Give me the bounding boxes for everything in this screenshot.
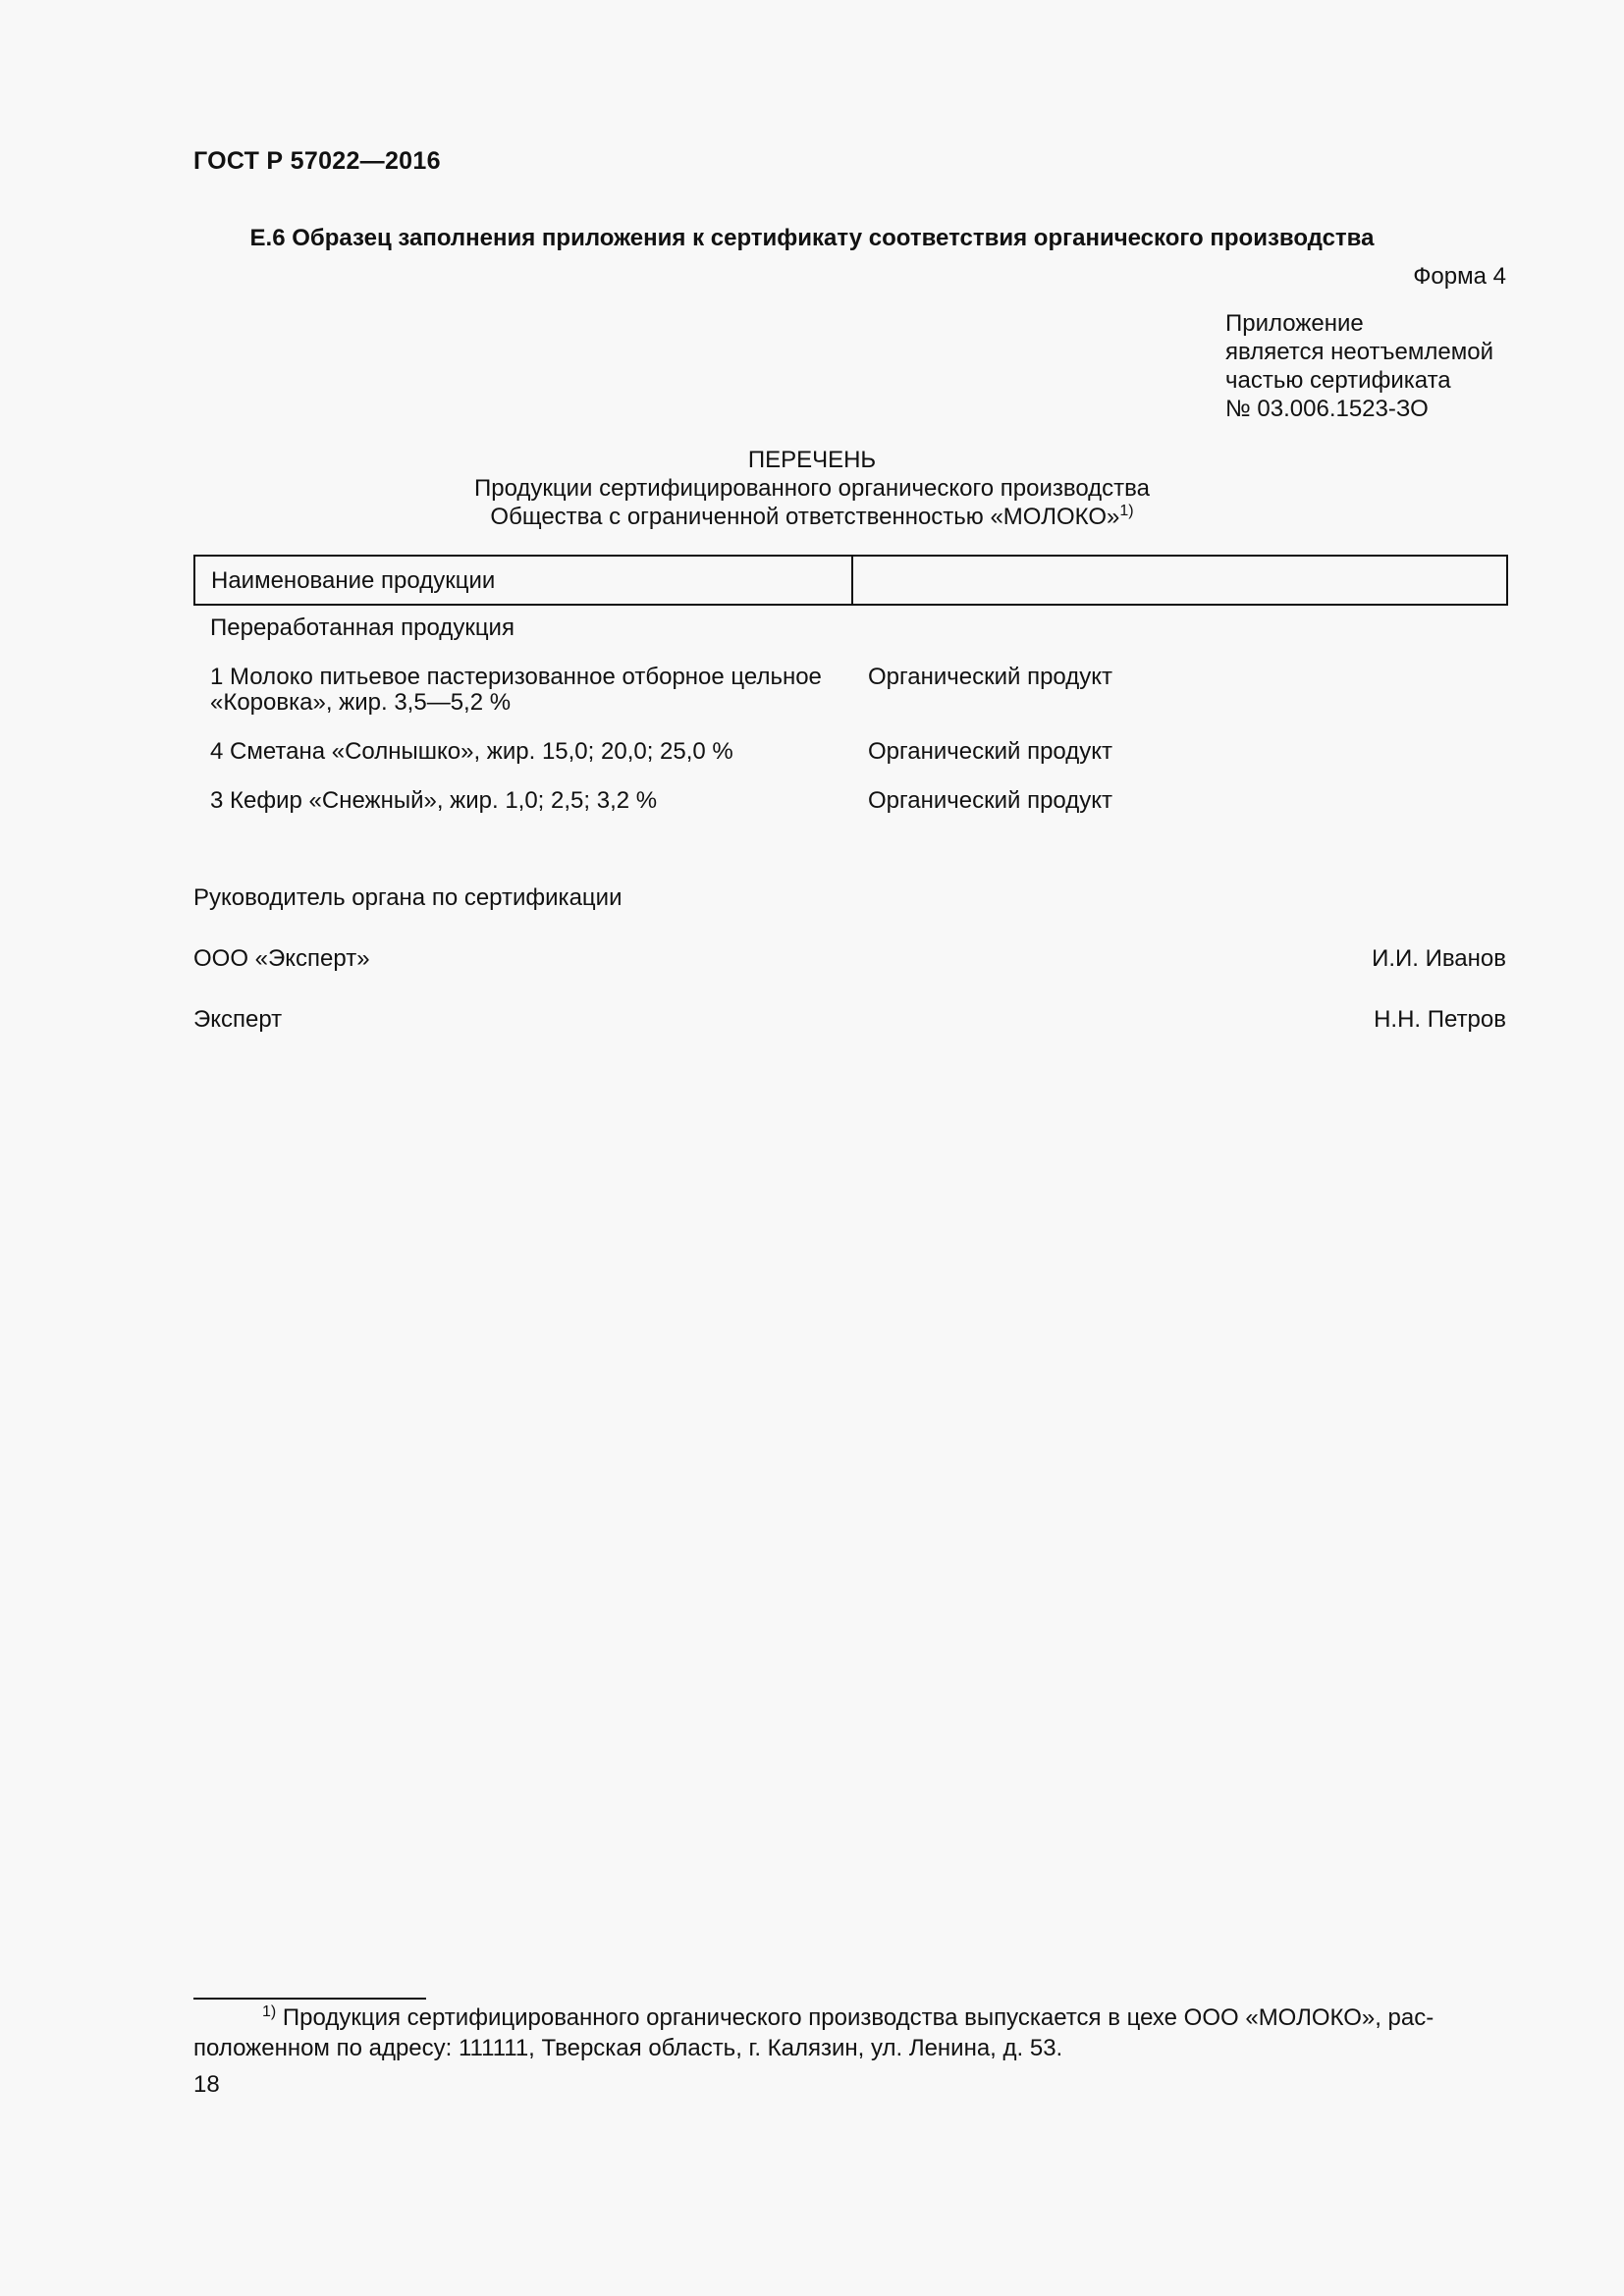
footnote-text-line2: положенном по адресу: 111111, Тверская область, г. Калязин, ул. Ленина, д. 53.: [193, 2035, 1063, 2061]
footnote-divider: [193, 1998, 426, 2000]
form-label: Форма 4: [1413, 263, 1506, 290]
table-group-row: [194, 605, 1507, 653]
footnote-reference: 1): [1119, 503, 1134, 519]
signature-org-label: ООО «Эксперт»: [193, 945, 370, 972]
footnote-mark: 1): [262, 2003, 277, 2020]
product-name: 3 Кефир «Снежный», жир. 1,0; 2,5; 3,2 %: [210, 787, 658, 814]
signature-head-label: Руководитель органа по сертификации: [193, 884, 623, 911]
product-name: 1 Молоко питьевое пастеризованное отборное цельное «Коровка», жир. 3,5—5,2 %: [210, 664, 822, 716]
appendix-note-line: Приложение: [1225, 310, 1364, 337]
signature-expert-label: Эксперт: [193, 1006, 283, 1033]
table-header-product-name: Наименование продукции: [194, 556, 852, 605]
signature-org-signer: И.И. Иванов: [1372, 945, 1506, 972]
document-code: ГОСТ Р 57022—2016: [193, 147, 441, 175]
appendix-note-line: № 03.006.1523-ЗО: [1225, 396, 1429, 422]
table-row: [194, 776, 1507, 826]
list-title: ПЕРЕЧЕНЬ: [747, 447, 877, 473]
product-status: Органический продукт: [868, 738, 1113, 765]
list-subtitle-line1: Продукции сертифицированного органического производства: [473, 475, 1150, 502]
products-table: [193, 555, 1508, 826]
page-number: 18: [193, 2071, 220, 2098]
table-group-label: Переработанная продукция: [210, 614, 514, 641]
table-row: [194, 653, 1507, 727]
footnote-text-line1: Продукция сертифицированного органического производства выпускается в цехе ООО «МОЛОКО», рас-: [276, 2004, 1435, 2031]
company-name: Общества с ограниченной ответственностью «МОЛОКО»: [490, 504, 1120, 530]
product-name: 4 Сметана «Солнышко», жир. 15,0; 20,0; 25,0 %: [210, 738, 733, 765]
appendix-note-line: является неотъемлемой: [1225, 339, 1493, 365]
product-status: Органический продукт: [868, 664, 1113, 690]
list-heading: [0, 446, 1624, 531]
appendix-note: [1225, 309, 1493, 423]
appendix-note-line: частью сертификата: [1225, 367, 1451, 394]
product-status: Органический продукт: [868, 787, 1113, 814]
section-title: Е.6 Образец заполнения приложения к сертификату соответствия органического производства: [249, 225, 1375, 251]
table-row: [194, 727, 1507, 776]
signature-expert-signer: Н.Н. Петров: [1374, 1006, 1506, 1033]
list-subtitle-line2: [0, 503, 1624, 531]
footnote: [193, 2002, 1508, 2063]
table-header-row: [194, 556, 1507, 605]
table-header-empty: [852, 556, 1507, 605]
